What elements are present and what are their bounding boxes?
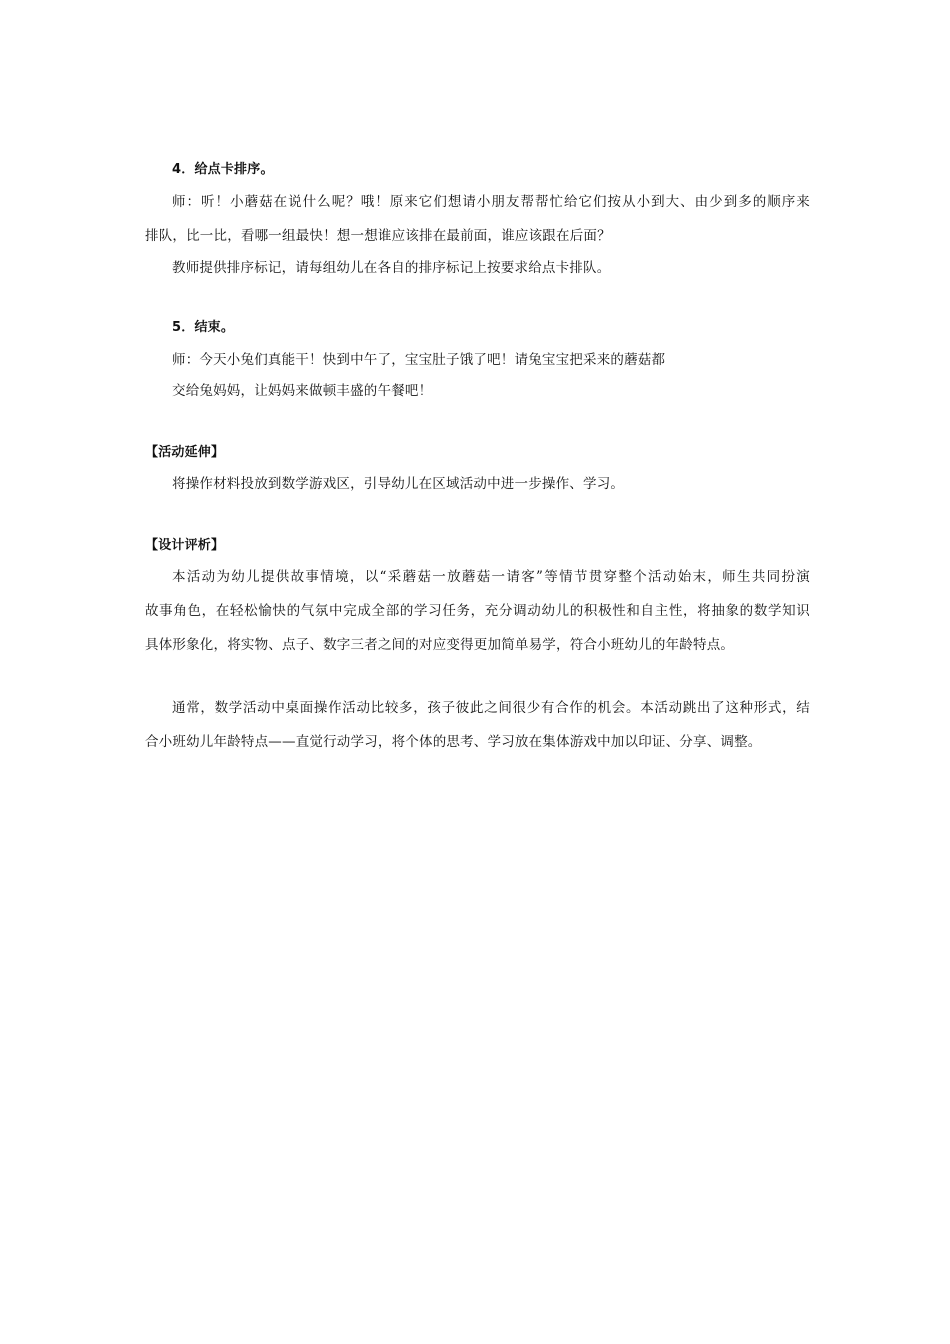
design-analysis-paragraph-2-line-2: 合小班幼儿年龄特点——直觉行动学习，将个体的思考、学习放在集体游戏中加以印证、分享、调整。 xyxy=(145,734,762,750)
design-analysis-heading: 【设计评析】 xyxy=(145,538,225,553)
activity-extension-paragraph: 将操作材料投放到数学游戏区，引导幼儿在区域活动中进一步操作、学习。 xyxy=(172,476,625,492)
section-4-paragraph-1-line-2: 排队，比一比，看哪一组最快！想一想谁应该排在最前面，谁应该跟在后面？ xyxy=(145,228,611,244)
section-5-paragraph-line-2: 交给兔妈妈，让妈妈来做顿丰盛的午餐吧！ xyxy=(172,383,433,399)
section-5-heading: 5．结束。 xyxy=(172,320,235,335)
design-analysis-paragraph-2-line-1: 通常，数学活动中桌面操作活动比较多，孩子彼此之间很少有合作的机会。本活动跳出了这种形式，结 xyxy=(172,700,810,716)
section-4-paragraph-2: 教师提供排序标记，请每组幼儿在各自的排序标记上按要求给点卡排队。 xyxy=(172,260,611,276)
activity-extension-heading: 【活动延伸】 xyxy=(145,445,225,460)
section-4-paragraph-1-line-1: 师：听！小蘑菇在说什么呢？哦！原来它们想请小朋友帮帮忙给它们按从小到大、由少到多的顺序来 xyxy=(172,194,810,210)
design-analysis-paragraph-1-line-1: 本活动为幼儿提供故事情境，以“采蘑菇一放蘑菇一请客”等情节贯穿整个活动始末，师生共同扮演 xyxy=(172,569,810,585)
section-5-paragraph-line-1: 师：今天小兔们真能干！快到中午了，宝宝肚子饿了吧！请兔宝宝把采来的蘑菇都 xyxy=(172,352,666,368)
design-analysis-paragraph-1-line-2: 故事角色，在轻松愉快的气氛中完成全部的学习任务，充分调动幼儿的积极性和自主性，将抽象的数学知识 xyxy=(145,603,810,619)
design-analysis-paragraph-1-line-3: 具体形象化，将实物、点子、数字三者之间的对应变得更加简单易学，符合小班幼儿的年龄特点。 xyxy=(145,637,735,653)
section-4-heading: 4．给点卡排序。 xyxy=(172,162,274,177)
